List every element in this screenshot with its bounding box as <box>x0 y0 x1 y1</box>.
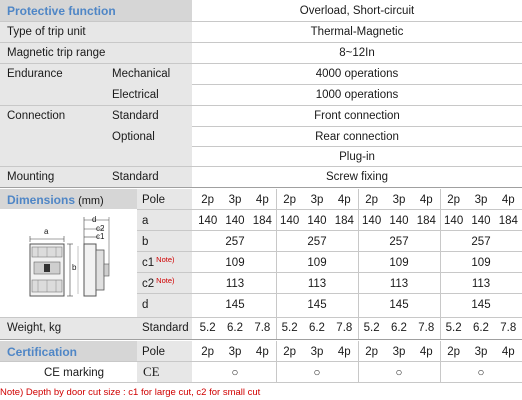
mounting-sub-label: Standard <box>112 171 159 183</box>
ce-mark-cell: ○ <box>231 367 239 379</box>
magnetic-trip-label: Magnetic trip range <box>7 47 106 59</box>
pole-cell: 3p <box>310 194 324 206</box>
mechanical-label: Mechanical <box>112 68 171 80</box>
ce-mark-cell: ○ <box>395 367 403 379</box>
dimension-a-cell: 140 <box>362 215 382 227</box>
cert-pole-cell: 3p <box>392 346 406 358</box>
weight-cell: 5.2 <box>363 322 380 334</box>
dimension-d-label: d <box>142 299 149 311</box>
dimension-c1-cell: 109 <box>307 257 327 269</box>
cert-pole-cell: 2p <box>447 346 461 358</box>
dimension-c1-label: c1 $^{Note)}$ <box>142 255 175 269</box>
weight-cell: 6.2 <box>472 322 489 334</box>
ce-mark-cell: ○ <box>313 367 321 379</box>
dimension-a-cell: 140 <box>307 215 327 227</box>
weight-label: Weight, kg <box>7 322 62 334</box>
diagram-label-b: b <box>72 263 77 272</box>
dimension-a-cell: 140 <box>444 215 464 227</box>
dimension-d-cell: 145 <box>225 299 245 311</box>
connection-label: Connection <box>7 110 66 122</box>
cert-pole-cell: 4p <box>419 346 433 358</box>
trip-unit-value: Thermal-Magnetic <box>310 26 404 38</box>
certification-pole-label: Pole <box>142 346 166 358</box>
dimension-c2-cell: 113 <box>389 278 409 290</box>
dimension-a-cell: 184 <box>416 215 436 227</box>
diagram-label-c1: c1 <box>96 232 105 241</box>
plug-in-value: Plug-in <box>339 151 375 163</box>
weight-cell: 6.2 <box>308 322 325 334</box>
weight-cell: 7.8 <box>418 322 435 334</box>
dimension-c2-cell: 113 <box>307 278 327 290</box>
pole-cell: 4p <box>337 194 351 206</box>
cert-pole-cell: 3p <box>228 346 242 358</box>
cert-pole-cell: 3p <box>310 346 324 358</box>
protective-function-label: Protective function <box>7 4 116 18</box>
certification-label: Certification <box>7 345 78 359</box>
dimension-b-cell: 257 <box>471 236 491 248</box>
cert-pole-cell: 2p <box>365 346 379 358</box>
mechanical-value: 4000 operations <box>315 68 399 80</box>
cert-pole-cell: 2p <box>283 346 297 358</box>
weight-cell: 5.2 <box>445 322 462 334</box>
diagram-label-d: d <box>92 215 97 224</box>
weight-cell: 7.8 <box>336 322 353 334</box>
electrical-value: 1000 operations <box>315 89 399 101</box>
ce-mark-cell: ○ <box>477 367 485 379</box>
dimension-a-cell: 140 <box>389 215 409 227</box>
pole-cell: 2p <box>365 194 379 206</box>
dimension-a-cell: 140 <box>198 215 218 227</box>
dimension-a-cell: 184 <box>334 215 354 227</box>
dimension-b-cell: 257 <box>389 236 409 248</box>
dimension-b-cell: 257 <box>307 236 327 248</box>
standard-connection-value: Front connection <box>314 110 400 122</box>
dimension-d-cell: 145 <box>471 299 491 311</box>
optional-connection-label: Optional <box>112 131 155 143</box>
pole-cell: 2p <box>447 194 461 206</box>
dimension-a-label: a <box>142 215 149 227</box>
dimension-a-cell: 140 <box>225 215 245 227</box>
weight-cell: 6.2 <box>390 322 407 334</box>
pole-cell: 3p <box>228 194 242 206</box>
ce-marking-label: CE marking <box>44 367 105 379</box>
dimension-c1-cell: 109 <box>225 257 245 269</box>
dimension-d-cell: 145 <box>307 299 327 311</box>
weight-cell: 7.8 <box>254 322 271 334</box>
pole-cell: 4p <box>255 194 269 206</box>
diagram-label-a: a <box>44 227 49 236</box>
protective-function-value: Overload, Short-circuit <box>299 5 415 17</box>
weight-cell: 7.8 <box>500 322 517 334</box>
cert-pole-cell: 4p <box>337 346 351 358</box>
pole-cell: 2p <box>283 194 297 206</box>
weight-cell: 5.2 <box>281 322 298 334</box>
dimensions-pole-label: Pole <box>142 194 166 206</box>
weight-sub-label: Standard <box>142 322 189 334</box>
mounting-value: Screw fixing <box>326 171 388 183</box>
dimension-a-cell: 140 <box>280 215 300 227</box>
dimension-b-label: b <box>142 236 149 248</box>
electrical-label: Electrical <box>112 89 159 101</box>
footnote: Note) Depth by door cut size : c1 for large cut, c2 for small cut <box>0 387 261 398</box>
pole-cell: 3p <box>474 194 488 206</box>
pole-cell: 3p <box>392 194 406 206</box>
cert-pole-cell: 2p <box>201 346 215 358</box>
dimension-a-cell: 184 <box>252 215 272 227</box>
pole-cell: 4p <box>501 194 515 206</box>
standard-connection-label: Standard <box>112 110 159 122</box>
dimension-b-cell: 257 <box>225 236 245 248</box>
dimension-c2-cell: 113 <box>471 278 491 290</box>
cert-pole-cell: 4p <box>255 346 269 358</box>
magnetic-trip-value: 8~12In <box>339 47 375 59</box>
dimension-c2-cell: 113 <box>225 278 245 290</box>
cert-pole-cell: 3p <box>474 346 488 358</box>
dimension-c1-cell: 109 <box>471 257 491 269</box>
trip-unit-label: Type of trip unit <box>7 26 86 38</box>
dimension-a-cell: 140 <box>471 215 491 227</box>
diagram-label-c2: c2 <box>96 224 105 233</box>
mounting-label: Mounting <box>7 171 55 183</box>
rear-connection-value: Rear connection <box>315 131 399 143</box>
dimension-a-cell: 184 <box>498 215 518 227</box>
dimension-c1-cell: 109 <box>389 257 409 269</box>
dimension-c2-label: c2 $^{Note)}$ <box>142 276 175 290</box>
pole-cell: 2p <box>201 194 215 206</box>
weight-cell: 6.2 <box>226 322 243 334</box>
dimensions-title: Dimensions (mm) <box>7 193 104 207</box>
dimension-d-cell: 145 <box>389 299 409 311</box>
pole-cell: 4p <box>419 194 433 206</box>
ce-symbol: CE <box>143 364 160 379</box>
endurance-label: Endurance <box>7 68 63 80</box>
weight-cell: 5.2 <box>199 322 216 334</box>
cert-pole-cell: 4p <box>501 346 515 358</box>
